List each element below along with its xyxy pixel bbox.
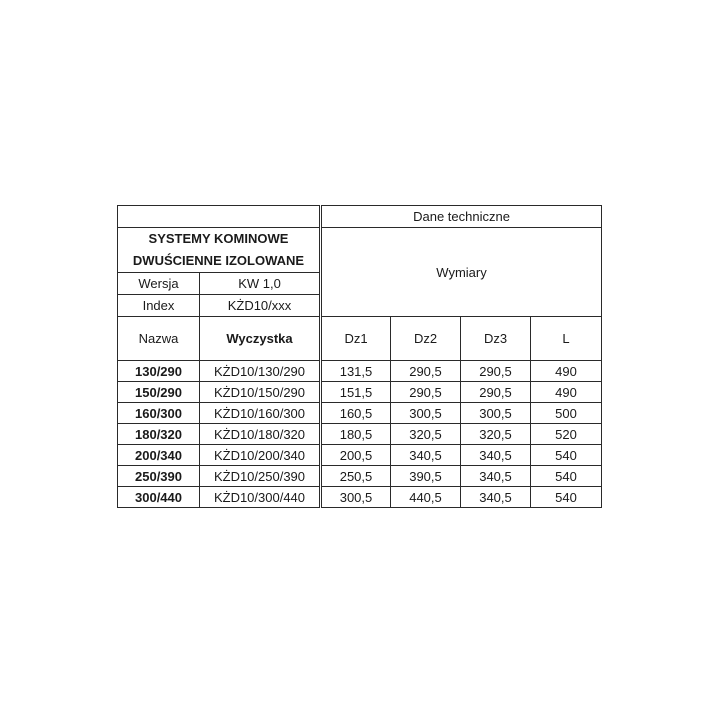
- cell-dz1: 180,5: [321, 424, 391, 445]
- cell-wyczystka: KŻD10/160/300: [200, 403, 321, 424]
- cell-nazwa: 300/440: [118, 487, 200, 508]
- wersja-value: KW 1,0: [200, 273, 321, 295]
- cell-dz3: 300,5: [461, 403, 531, 424]
- header-row-title: [118, 228, 602, 273]
- cell-wyczystka: KŻD10/180/320: [200, 424, 321, 445]
- wymiary-heading: Wymiary: [321, 228, 602, 317]
- cell-dz1: 250,5: [321, 466, 391, 487]
- column-header-row: [118, 317, 602, 361]
- col-header-nazwa: Nazwa: [118, 317, 200, 361]
- table-row: [118, 487, 602, 508]
- cell-l: 490: [531, 361, 602, 382]
- cell-l: 490: [531, 382, 602, 403]
- col-header-wyczystka: Wyczystka: [200, 317, 321, 361]
- title-line-1: SYSTEMY KOMINOWE: [148, 231, 289, 246]
- cell-dz1: 131,5: [321, 361, 391, 382]
- cell-l: 500: [531, 403, 602, 424]
- cell-dz2: 290,5: [391, 382, 461, 403]
- cell-wyczystka: KŻD10/250/390: [200, 466, 321, 487]
- cell-dz3: 290,5: [461, 382, 531, 403]
- cell-l: 540: [531, 466, 602, 487]
- col-header-dz3: Dz3: [461, 317, 531, 361]
- cell-dz2: 300,5: [391, 403, 461, 424]
- cell-nazwa: 250/390: [118, 466, 200, 487]
- cell-dz1: 160,5: [321, 403, 391, 424]
- cell-nazwa: 160/300: [118, 403, 200, 424]
- cell-dz2: 320,5: [391, 424, 461, 445]
- cell-wyczystka: KŻD10/130/290: [200, 361, 321, 382]
- table-row: [118, 424, 602, 445]
- cell-l: 520: [531, 424, 602, 445]
- cell-wyczystka: KŻD10/150/290: [200, 382, 321, 403]
- title-line-2: DWUŚCIENNE IZOLOWANE: [132, 253, 305, 268]
- cell-dz2: 290,5: [391, 361, 461, 382]
- cell-dz2: 340,5: [391, 445, 461, 466]
- cell-wyczystka: KŻD10/300/440: [200, 487, 321, 508]
- cell-nazwa: 130/290: [118, 361, 200, 382]
- col-header-l: L: [531, 317, 602, 361]
- col-header-dz2: Dz2: [391, 317, 461, 361]
- blank-header-cell: [118, 206, 321, 228]
- cell-dz3: 290,5: [461, 361, 531, 382]
- dane-techniczne-heading: Dane techniczne: [321, 206, 602, 228]
- col-header-dz1: Dz1: [321, 317, 391, 361]
- cell-nazwa: 200/340: [118, 445, 200, 466]
- cell-dz1: 300,5: [321, 487, 391, 508]
- cell-dz1: 200,5: [321, 445, 391, 466]
- cell-nazwa: 180/320: [118, 424, 200, 445]
- cell-l: 540: [531, 445, 602, 466]
- cell-dz3: 320,5: [461, 424, 531, 445]
- cell-dz2: 440,5: [391, 487, 461, 508]
- cell-dz1: 151,5: [321, 382, 391, 403]
- technical-data-table: [117, 205, 602, 508]
- system-title: [118, 228, 321, 273]
- wersja-label: Wersja: [118, 273, 200, 295]
- cell-dz2: 390,5: [391, 466, 461, 487]
- cell-dz3: 340,5: [461, 466, 531, 487]
- table-row: [118, 445, 602, 466]
- cell-nazwa: 150/290: [118, 382, 200, 403]
- index-label: Index: [118, 295, 200, 317]
- cell-l: 540: [531, 487, 602, 508]
- table-row: [118, 466, 602, 487]
- cell-dz3: 340,5: [461, 487, 531, 508]
- table-row: [118, 403, 602, 424]
- table-row: [118, 382, 602, 403]
- cell-dz3: 340,5: [461, 445, 531, 466]
- cell-wyczystka: KŻD10/200/340: [200, 445, 321, 466]
- index-value: KŻD10/xxx: [200, 295, 321, 317]
- header-row-technical: [118, 206, 602, 228]
- table-row: [118, 361, 602, 382]
